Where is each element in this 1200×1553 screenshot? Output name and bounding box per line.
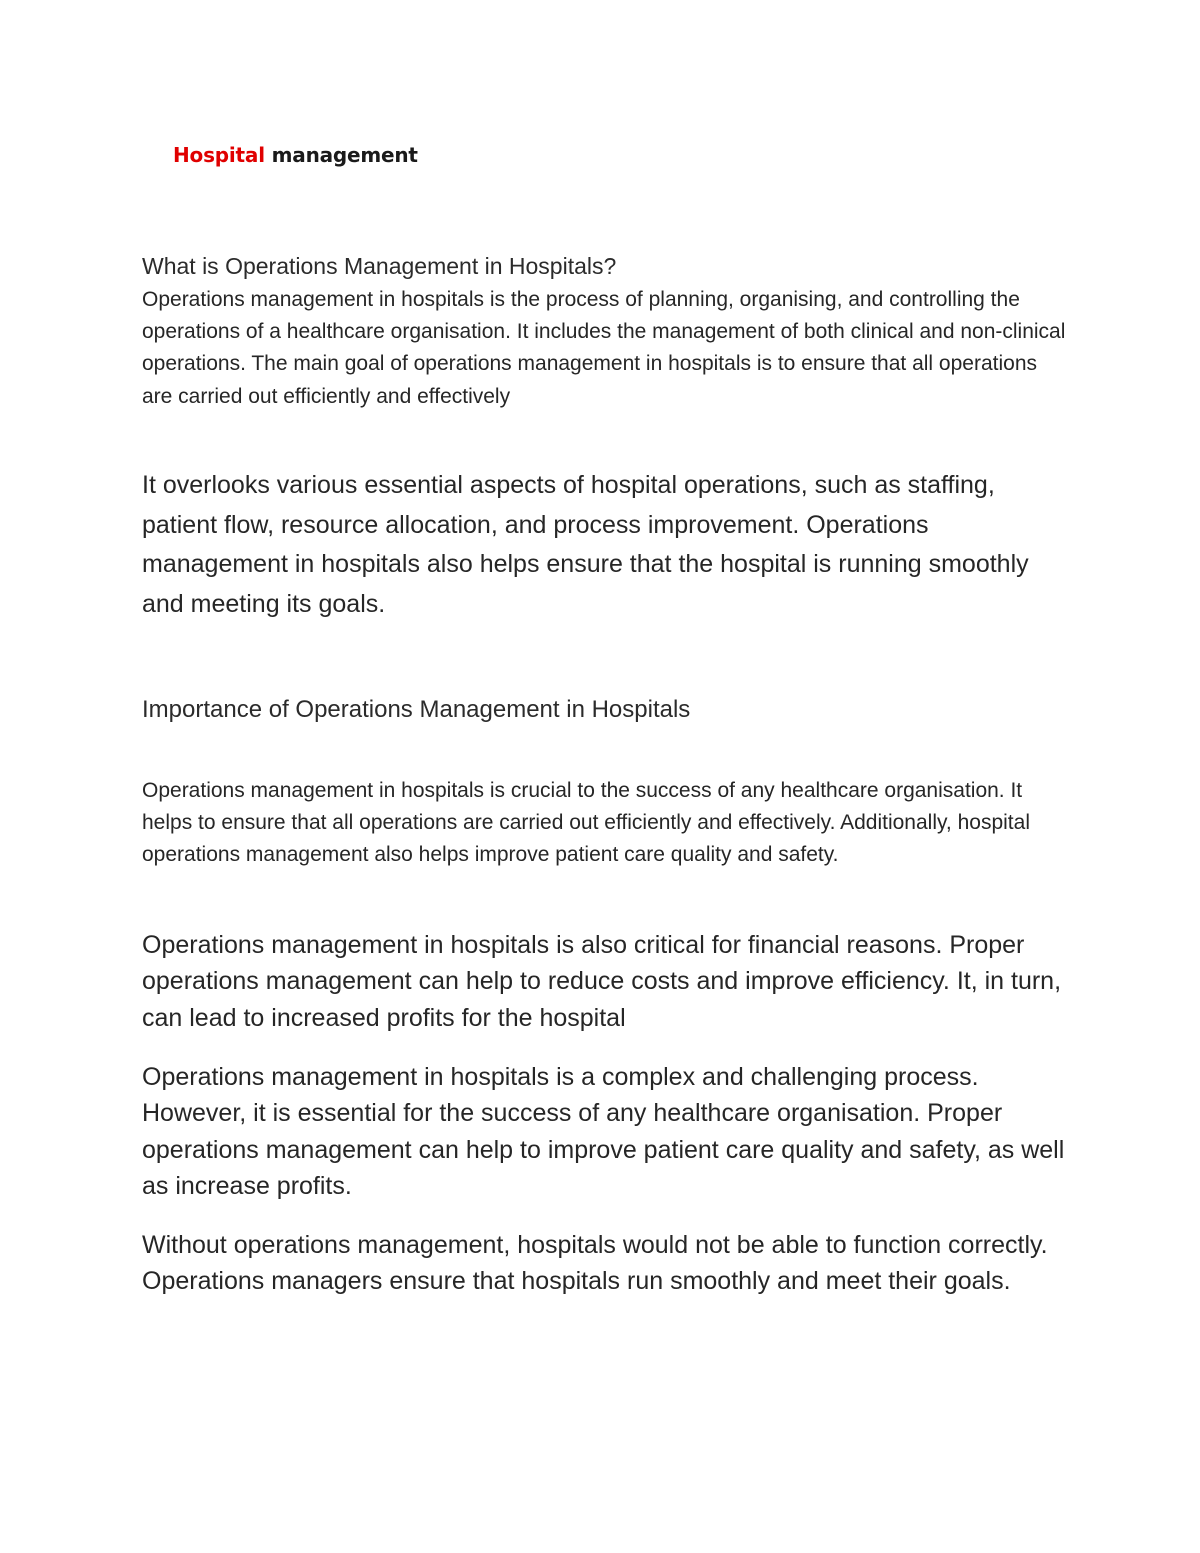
title-rest: management <box>264 143 418 167</box>
section-heading-importance: Importance of Operations Management in Hospitals <box>142 696 691 723</box>
document-title <box>173 143 418 167</box>
paragraph-aspects: It overlooks various essential aspects of hospital operations, such as staffing, patient flow, resource allocation, and process improvement. Operations management in hospitals also helps ensure that the hospital is running smoothly and meeting its goals. <box>142 471 1029 618</box>
paragraph-without: Without operations management, hospitals would not be able to function correctly. Operations managers ensure that hospitals run smoothly and meet their goals. <box>142 1231 1048 1296</box>
section-heading-what-is: What is Operations Management in Hospitals? <box>142 253 617 279</box>
title-highlight: Hospital <box>173 143 265 167</box>
paragraph-complex: Operations management in hospitals is a complex and challenging process. However, it is essential for the success of any healthcare organisation. Proper operations management can help to improve patient care quality and safety, as well as increase profits. <box>142 1063 1065 1200</box>
paragraph-financial: Operations management in hospitals is also critical for financial reasons. Proper operations management can help to reduce costs and improve efficiency. It, in turn, can lead to increased profits for the hospital <box>142 931 1062 1032</box>
paragraph-crucial: Operations management in hospitals is crucial to the success of any healthcare organisation. It helps to ensure that all operations are carried out efficiently and effectively. Additionally, hospital operations management also helps improve patient care quality and safety. <box>142 779 1030 867</box>
paragraph-definition: Operations management in hospitals is the process of planning, organising, and controlling the operations of a healthcare organisation. It includes the management of both clinical and non-clinical operations. The main goal of operations management in hospitals is to ensure that all operations are carried out efficiently and effectively <box>142 288 1066 408</box>
